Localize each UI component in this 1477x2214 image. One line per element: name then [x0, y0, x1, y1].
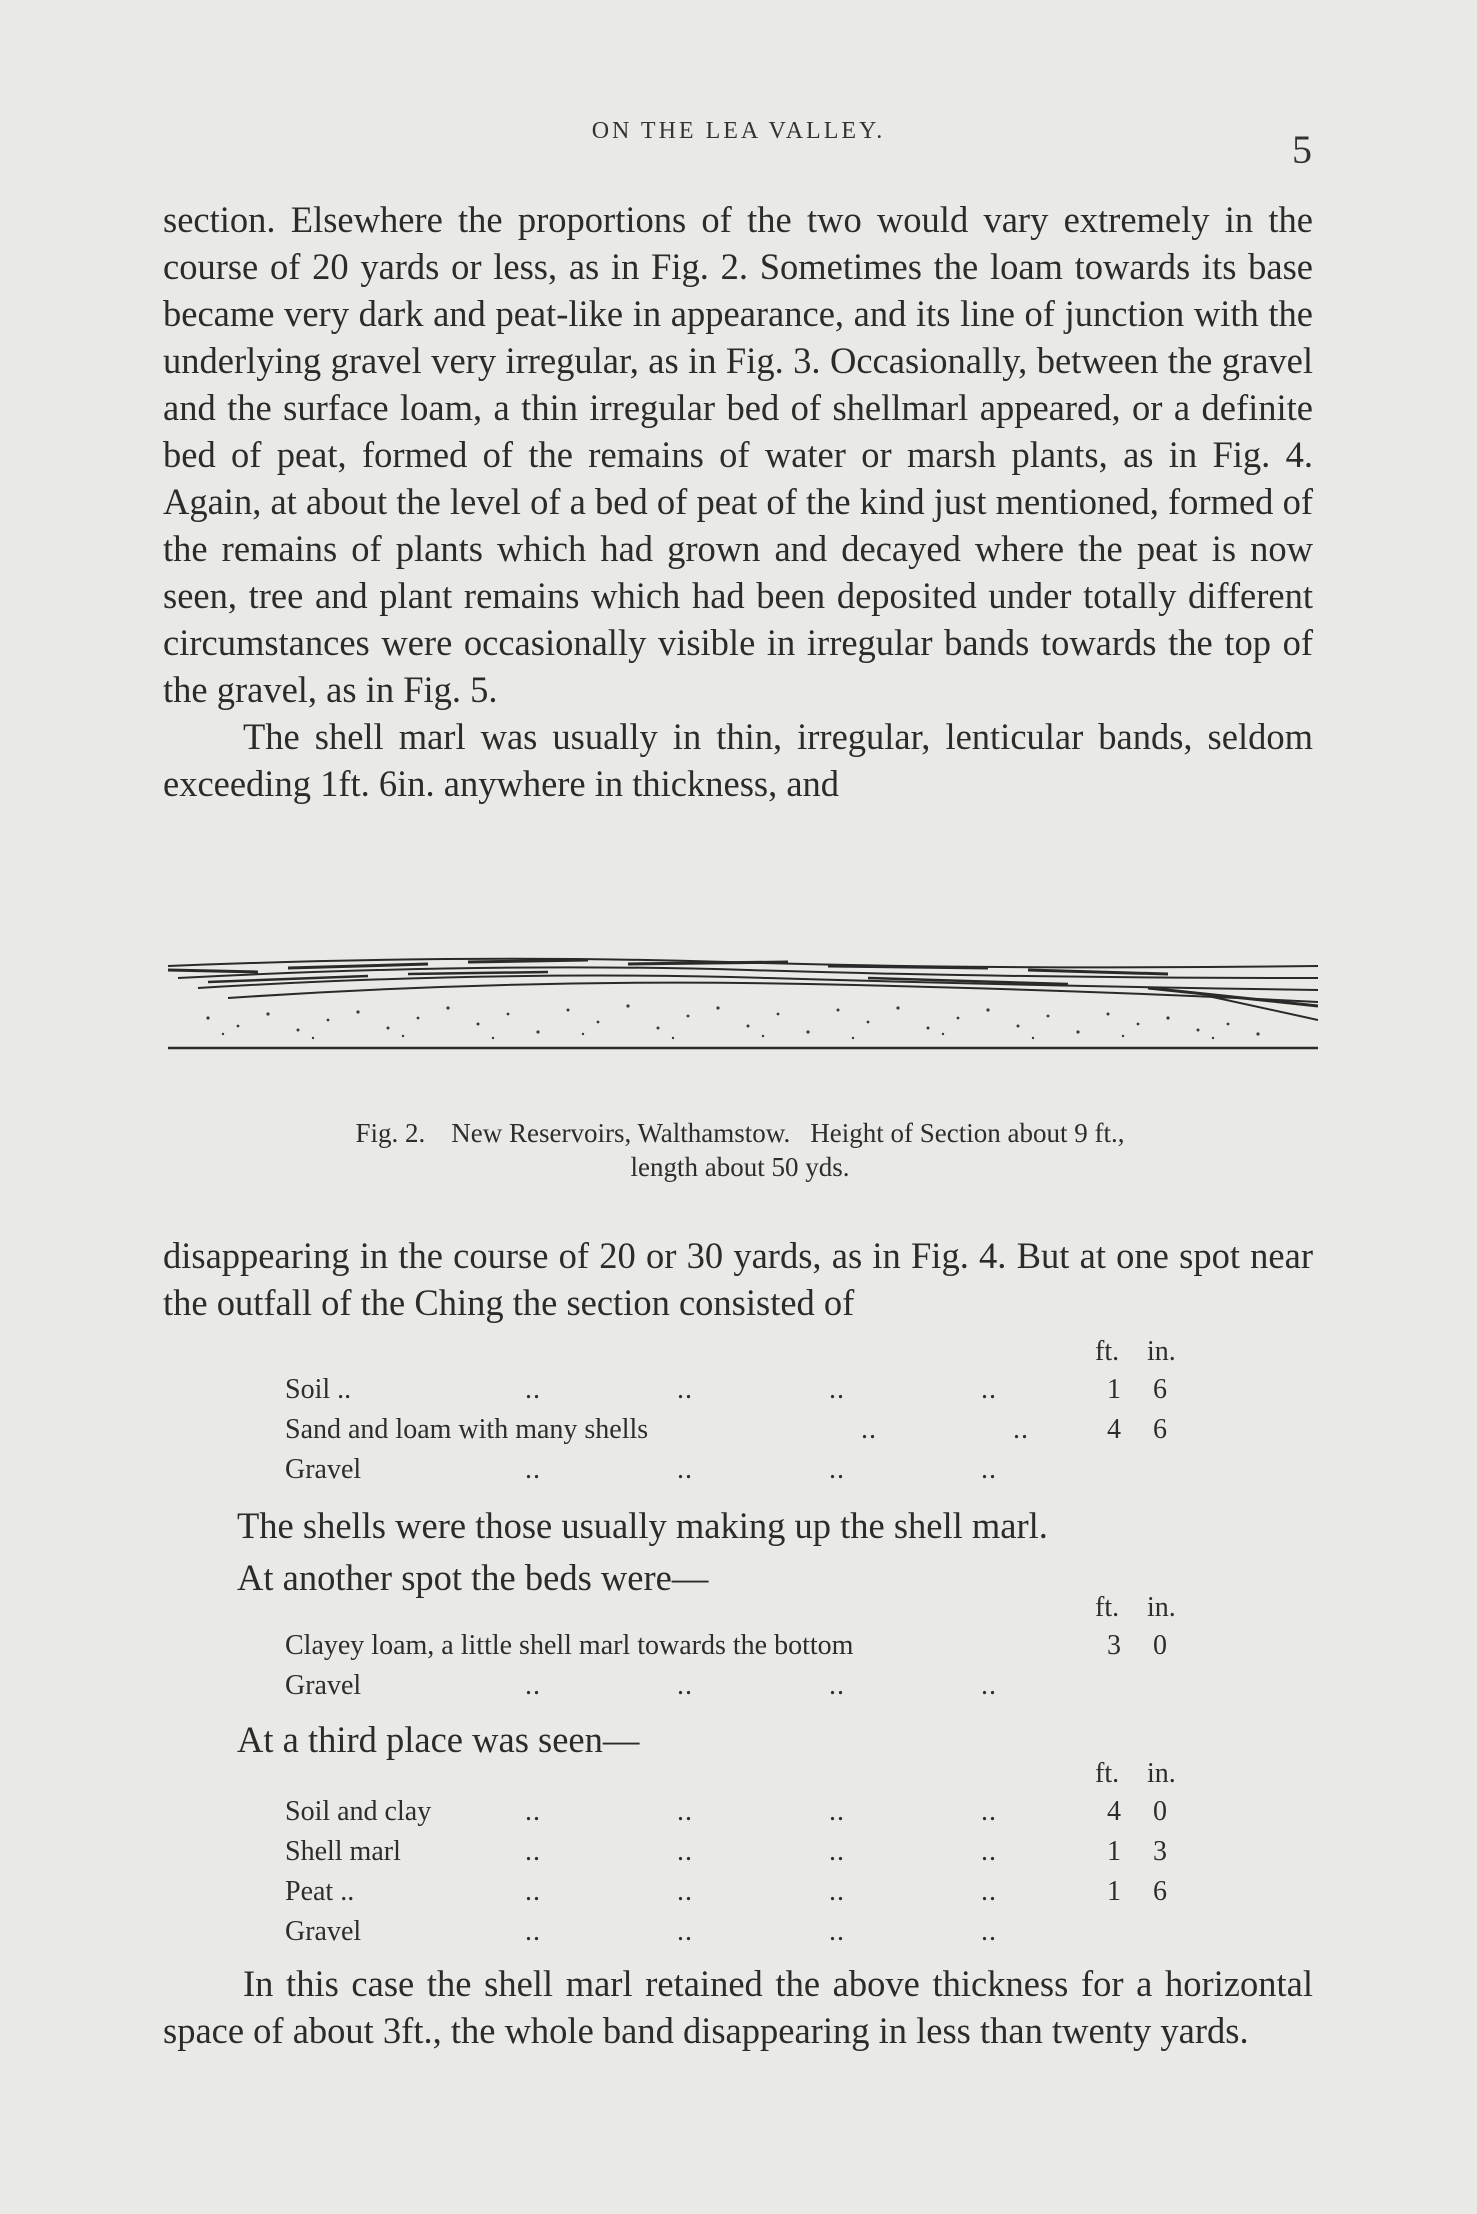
leader-dots: .. .. .. .. [525, 1836, 997, 1867]
units-ft: ft. [1095, 1336, 1120, 1367]
bed-feet: 3 [1107, 1630, 1121, 1661]
bed-row [285, 1836, 1200, 1876]
bed-row [285, 1876, 1200, 1916]
body-text-top [163, 196, 1313, 807]
units-row [285, 1336, 1200, 1374]
figure-section-drawing [168, 948, 1318, 1068]
bed-name: Soil and clay [285, 1796, 432, 1827]
units-ft: ft. [1095, 1758, 1120, 1789]
bed-name: Gravel [285, 1916, 362, 1947]
page-number: 5 [1292, 127, 1312, 172]
bed-row [285, 1796, 1200, 1836]
bed-name: Shell marl [285, 1836, 401, 1867]
bed-inches: 6 [1153, 1414, 1167, 1445]
leader-dots: .. .. .. .. [525, 1876, 997, 1907]
units-row [285, 1758, 1200, 1796]
section-table-2 [285, 1592, 1200, 1710]
bed-inches: 6 [1153, 1876, 1167, 1907]
bed-feet: 1 [1107, 1876, 1121, 1907]
figure-detail-1: Height of Section about 9 ft., [810, 1118, 1125, 1148]
bed-inches: 0 [1153, 1796, 1167, 1827]
bed-name: Soil .. [285, 1374, 352, 1405]
leader-dots: .. .. .. .. [525, 1454, 997, 1485]
figure-place: New Reservoirs, Walthamstow. [451, 1118, 791, 1148]
leader-dots: .. .. .. .. [525, 1916, 997, 1947]
paragraph-shell-marl: The shell marl was usually in thin, irregular, lenticular bands, seldom exceeding 1ft. 6in. anywhere in thickness, and [163, 716, 1313, 804]
caption-line-1 [205, 1116, 1275, 1150]
units-in: in. [1147, 1592, 1176, 1623]
section-illustration [168, 948, 1318, 1068]
bed-inches: 3 [1153, 1836, 1167, 1867]
line-shells: The shells were those usually making up the shell marl. [237, 1505, 1048, 1546]
units-row [285, 1592, 1200, 1630]
bed-row [285, 1414, 1200, 1454]
bed-row [285, 1454, 1200, 1494]
bed-feet: 1 [1107, 1836, 1121, 1867]
bed-row [285, 1630, 1200, 1670]
bed-row [285, 1670, 1200, 1710]
line-third-place: At a third place was seen— [237, 1719, 640, 1760]
line-another-spot: At another spot the beds were— [237, 1557, 709, 1598]
units-in: in. [1147, 1336, 1176, 1367]
section-table-3 [285, 1758, 1200, 1956]
bed-inches: 0 [1153, 1630, 1167, 1661]
leader-dots: .. .. .. .. [525, 1670, 997, 1701]
paragraph-after-figure: disappearing in the course of 20 or 30 yards, as in Fig. 4. But at one spot near the outfall of the Ching the section consisted of [163, 1235, 1313, 1323]
leader-dots: .. .. .. .. [525, 1374, 997, 1405]
bed-name: Sand and loam with many shells [285, 1414, 649, 1445]
paragraph-end: In this case the shell marl retained the above thickness for a horizontal space of about 3ft., the whole band disappearing in less than twenty yards. [163, 1963, 1313, 2051]
bed-inches: 6 [1153, 1374, 1167, 1405]
running-title: ON THE LEA VALLEY. [591, 118, 886, 144]
bed-feet: 4 [1107, 1796, 1121, 1827]
units-in: in. [1147, 1758, 1176, 1789]
figure-caption [205, 1116, 1275, 1184]
bed-row [285, 1916, 1200, 1956]
bed-row [285, 1374, 1200, 1414]
leader-dots: .. .. [861, 1414, 1029, 1445]
section-table-1 [285, 1336, 1200, 1494]
paragraph-section: section. Elsewhere the proportions of the two would vary extremely in the course of 20 yards or less, as in Fig. 2. Sometimes the loam towards its base became very dark and peat-like in appearance, and its line of junction with the underlying gravel very irregular, as in Fig. 3. Occasionally, between the gravel and the surface loam, a thin irregular bed of shellmarl appeared, or a definite bed of peat, formed of the remains of water or marsh plants, as in Fig. 4. Again, at about the level of a bed of peat of the kind just mentioned, formed of the remains of plants which had grown and decayed where the peat is now seen, tree and plant remains which had been deposited under totally different circumstances were occasionally visible in irregular bands towards the top of the gravel, as in Fig. 5. [163, 199, 1313, 710]
units-ft: ft. [1095, 1592, 1120, 1623]
bed-name: Gravel [285, 1670, 362, 1701]
body-text-after-figure [163, 1232, 1313, 1326]
bed-name: Clayey loam, a little shell marl towards the bottom [285, 1630, 854, 1661]
bed-feet: 4 [1107, 1414, 1121, 1445]
caption-line-2: length about 50 yds. [630, 1152, 850, 1182]
bed-feet: 1 [1107, 1374, 1121, 1405]
body-text-end [163, 1960, 1313, 2054]
figure-label: Fig. 2. [355, 1118, 426, 1148]
bed-name: Peat .. [285, 1876, 355, 1907]
leader-dots: .. .. .. .. [525, 1796, 997, 1827]
bed-name: Gravel [285, 1454, 362, 1485]
